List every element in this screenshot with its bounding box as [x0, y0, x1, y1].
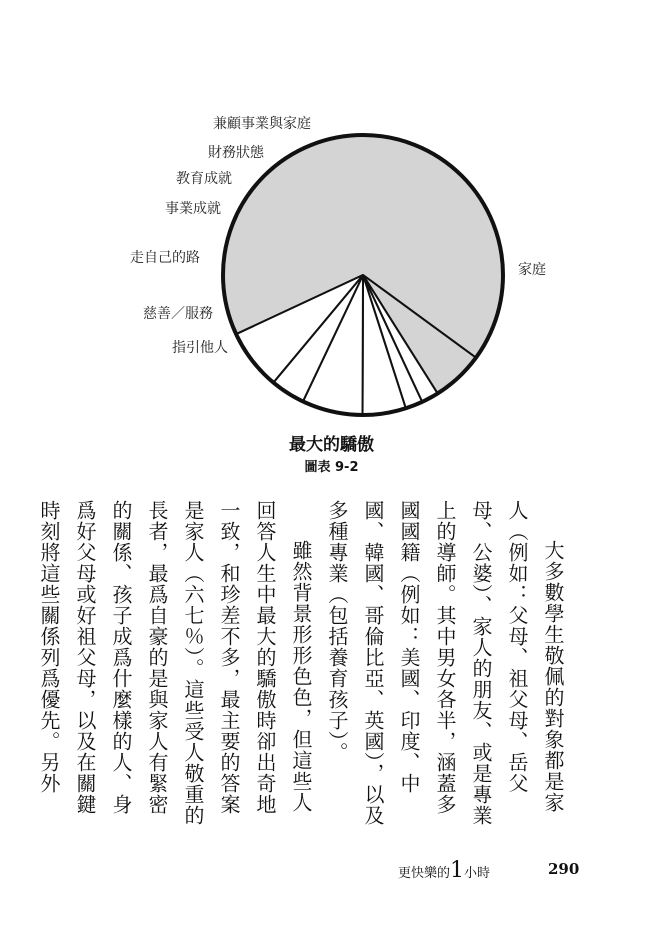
- pie-slice-label: 走自己的路: [130, 250, 200, 266]
- pie-slice-label: 教育成就: [176, 171, 232, 187]
- book-title-number: 1: [450, 858, 465, 883]
- body-paragraph: 雖然背景形形色色，但這些人回答人生中最大的驕傲時卻出奇地一致，和珍差不多，最主要的答案是家人（六七％）。這些受人敬重的長者，最爲自豪的是與家人有緊密的關係、孩子成爲什麼樣的人、身爲好父母或好祖父母，以及在關鍵時刻將這些關係列爲優先。另外: [37, 500, 313, 826]
- pie-slice-label: 事業成就: [165, 201, 221, 217]
- pie-slice-label: 財務狀態: [208, 145, 264, 161]
- book-title-pre: 更快樂的: [398, 866, 451, 881]
- chart-title: 最大的驕傲: [289, 435, 374, 455]
- pie-slice-label: 慈善／服務: [143, 306, 213, 322]
- body-paragraph: 大多數學生敬佩的對象都是家人（例如：父母、祖父母、岳父母、公婆）、家人的朋友、或是專業上的導師。其中男女各半，涵蓋多國國籍（例如：美國、印度、中國、韓國、哥倫比亞、英國），以及多種專業（包括養育孩子）。: [325, 500, 565, 826]
- pie-slice-label: 兼顧事業與家庭: [213, 116, 311, 132]
- chart-caption: 圖表 9-2: [304, 460, 359, 475]
- page-number: 290: [548, 860, 580, 878]
- pie-chart: [0, 0, 663, 430]
- book-title-post: 小時: [464, 866, 491, 881]
- pie-slice-label: 指引他人: [172, 340, 228, 356]
- body-text: [31, 500, 571, 830]
- book-title: [398, 858, 490, 883]
- pie-slice-label: 家庭: [518, 262, 546, 278]
